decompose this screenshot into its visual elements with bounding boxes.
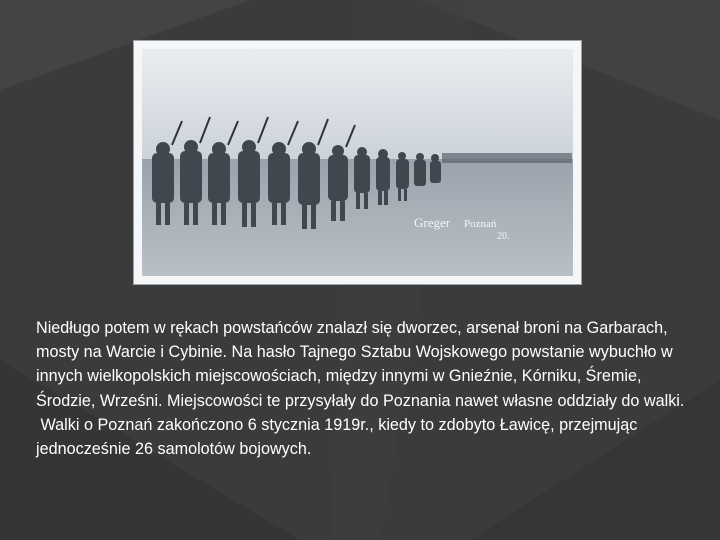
photo-caption-number: 20. bbox=[497, 231, 510, 242]
paragraph-1: Niedługo potem w rękach powstańców znalazł się dworzec, arsenał broni na Garbarach, mosty na Warcie i Cybinie. Na hasło Tajnego Sztabu Wojskowego powstanie wybuchło w innych wielkopolskich miejscowościach, między innymi w Gnieźnie, Kórniku, Śremie, Środzie, Wrześni. Miejscowości te przysyłały do Poznania nawet własne oddziały do walki. bbox=[36, 319, 685, 410]
soldiers-marching-photo bbox=[142, 49, 573, 276]
slide-body-text bbox=[36, 316, 696, 461]
photo-caption-right: Poznań bbox=[464, 218, 497, 230]
photo-frame bbox=[134, 41, 581, 284]
photo-caption-left: Greger bbox=[414, 215, 451, 230]
paragraph-2: Walki o Poznań zakończono 6 stycznia 1919r., kiedy to zdobyto Ławicę, przejmując jednocześnie 26 samolotów bojowych. bbox=[36, 415, 642, 459]
